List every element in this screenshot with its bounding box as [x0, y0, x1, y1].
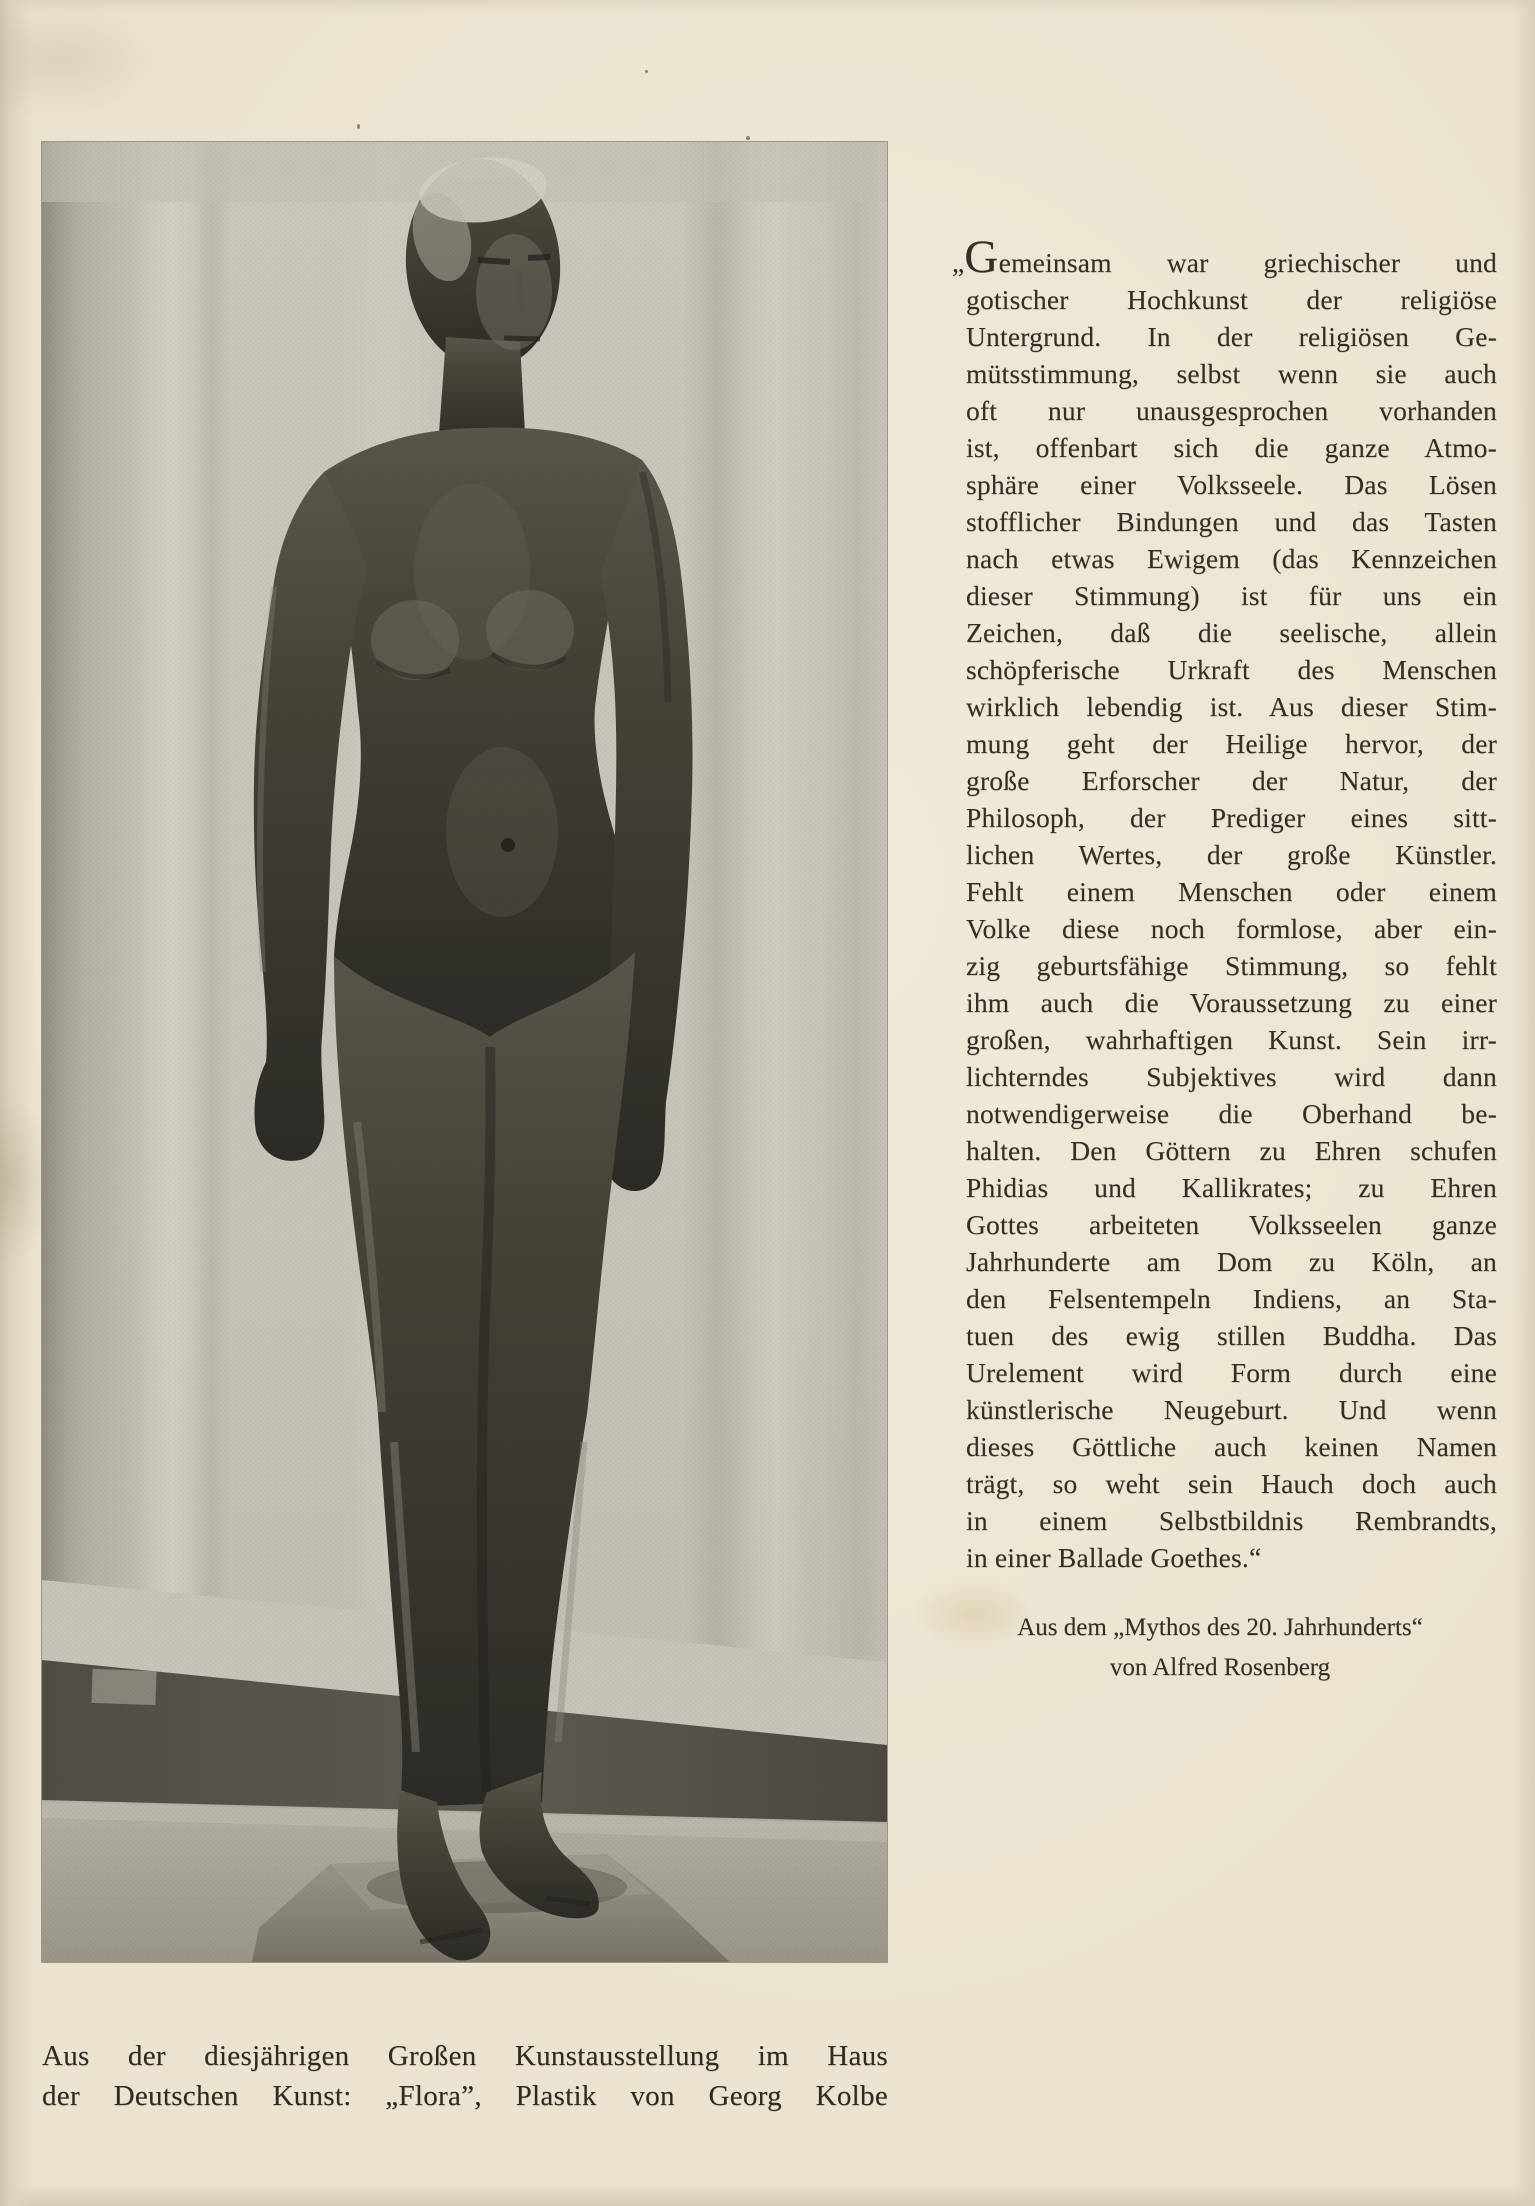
quote-line: Philosoph, der Prediger eines sitt-: [966, 802, 1497, 833]
quote-line-first: [952, 231, 1497, 283]
quote-body-lines: [966, 281, 1497, 1576]
quote-line: stofflicher Bindungen und das Tasten: [966, 506, 1497, 537]
quote-line: notwendigerweise die Oberhand be-: [966, 1098, 1497, 1129]
quote-line: dieser Stimmung) ist für uns ein: [966, 580, 1497, 611]
quote-line: Jahrhunderte am Dom zu Köln, an: [966, 1246, 1497, 1277]
attribution-source: Aus dem „Mythos des 20. Jahrhunderts“: [1017, 1614, 1423, 1641]
quote-line: dieses Göttliche auch keinen Namen: [966, 1431, 1497, 1462]
attribution: [966, 1608, 1474, 1688]
paper-speck: [645, 70, 648, 73]
halftone-texture: [42, 142, 887, 1962]
quote-line: Untergrund. In der religiösen Ge-: [966, 321, 1497, 352]
quote-line: ist, offenbart sich die ganze Atmo-: [966, 432, 1497, 463]
quote-line: nach etwas Ewigem (das Kennzeichen: [966, 543, 1497, 574]
sculpture-photograph: [42, 142, 887, 1962]
quote-line: trägt, so weht sein Hauch doch auch: [966, 1468, 1497, 1499]
quote-line: wirklich lebendig ist. Aus dieser Stim-: [966, 691, 1497, 722]
quote-line: gotischer Hochkunst der religiöse: [966, 284, 1497, 315]
quote-line: sphäre einer Volksseele. Das Lösen: [966, 469, 1497, 500]
paper-speck: [357, 124, 360, 129]
initial-capital: G: [964, 231, 999, 283]
quote-line: Urelement wird Form durch eine: [966, 1357, 1497, 1388]
quote-line-first-text: emeinsam war griechischer und: [998, 247, 1497, 278]
sculpture-illustration: [42, 142, 887, 1962]
quote-line: Zeichen, daß die seelische, allein: [966, 617, 1497, 648]
quote-line: schöpferische Urkraft des Menschen: [966, 654, 1497, 685]
photo-caption: [42, 2036, 888, 2116]
quote-line: in einer Ballade Goethes.“: [966, 1542, 1262, 1573]
opening-quote-mark: „: [952, 247, 965, 278]
quote-line: Gottes arbeiteten Volksseelen ganze: [966, 1209, 1497, 1240]
quote-line: mütsstimmung, selbst wenn sie auch: [966, 358, 1497, 389]
quote-line: Phidias und Kallikrates; zu Ehren: [966, 1172, 1497, 1203]
quote-line: Fehlt einem Menschen oder einem: [966, 876, 1497, 907]
quote-line: halten. Den Göttern zu Ehren schufen: [966, 1135, 1497, 1166]
quote-column: [952, 231, 1497, 1576]
caption-line-2: der Deutschen Kunst: „Flora”, Plastik von Georg Kolbe: [42, 2080, 888, 2112]
paper-speck: [746, 136, 750, 140]
quote-line: künstlerische Neugeburt. Und wenn: [966, 1394, 1497, 1425]
quote-line: zig geburtsfähige Stimmung, so fehlt: [966, 950, 1497, 981]
attribution-author: von Alfred Rosenberg: [1109, 1654, 1331, 1681]
quote-line: ihm auch die Voraussetzung zu einer: [966, 987, 1497, 1018]
quote-line: große Erforscher der Natur, der: [966, 765, 1497, 796]
quote-line: den Felsentempeln Indiens, an Sta-: [966, 1283, 1497, 1314]
quote-line: oft nur unausgesprochen vorhanden: [966, 395, 1497, 426]
caption-line-1: Aus der diesjährigen Großen Kunstausstellung im Haus: [42, 2040, 888, 2072]
quote-line: lichterndes Subjektives wird dann: [966, 1061, 1497, 1092]
quote-line: in einem Selbstbildnis Rembrandts,: [966, 1505, 1497, 1536]
quote-line: lichen Wertes, der große Künstler.: [966, 839, 1497, 870]
quote-line: Volke diese noch formlose, aber ein-: [966, 913, 1497, 944]
quote-line: großen, wahrhaftigen Kunst. Sein irr-: [966, 1024, 1497, 1055]
quote-line: mung geht der Heilige hervor, der: [966, 728, 1497, 759]
quote-line: tuen des ewig stillen Buddha. Das: [966, 1320, 1497, 1351]
